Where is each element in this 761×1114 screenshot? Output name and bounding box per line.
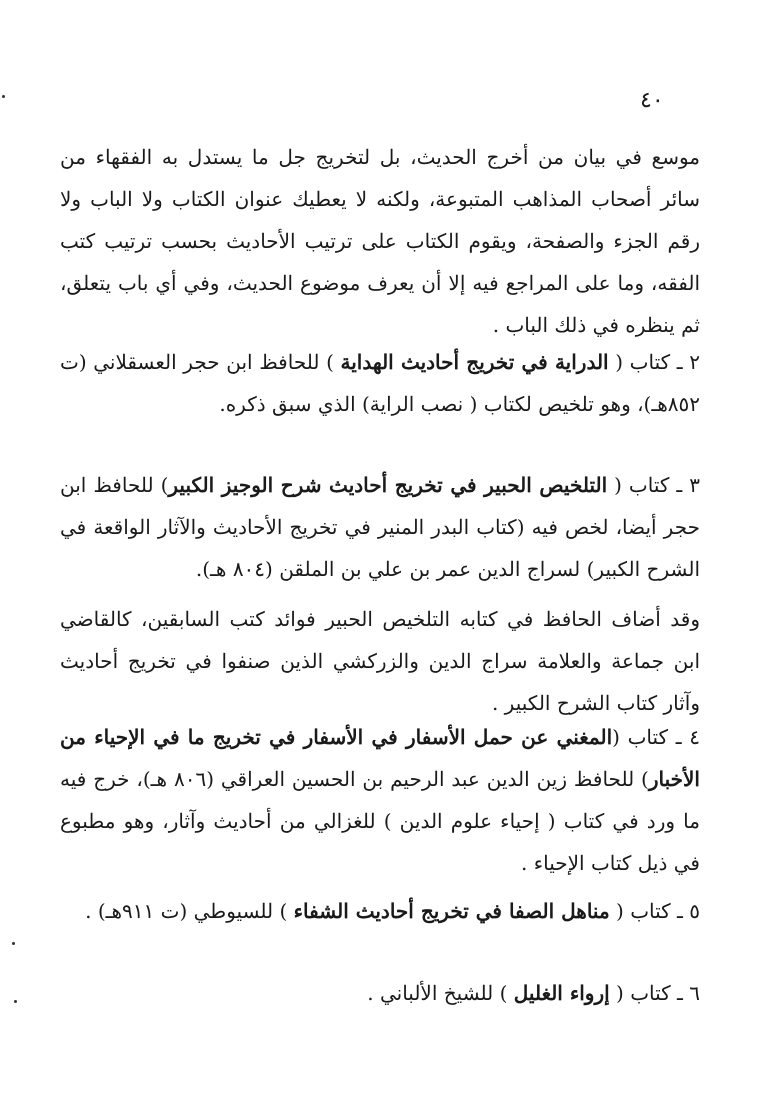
scan-mark: [2, 95, 5, 98]
book-title: التلخيص الحبير في تخريج أحاديث شرح الوجيز الكبير: [168, 473, 608, 497]
paragraph-2: [60, 341, 700, 425]
book-title: الدراية في تخريج أحاديث الهداية: [340, 350, 609, 374]
book-title: المغني عن حمل الأسفار في الأسفار في تخريج ما في الإحياء من الأخبار: [60, 725, 700, 791]
paragraph-text: ) للسيوطي (ت ٩١١هـ) .: [85, 899, 294, 923]
scan-mark: [14, 1000, 17, 1003]
list-prefix: ٢ ـ كتاب (: [608, 350, 700, 374]
page-number: ٤٠: [640, 88, 664, 113]
paragraph-text: ) للحافظ ابن حجر العسقلاني (ت ٨٥٢هـ)، وهو تلخيص لكتاب ( نصب الراية) الذي سبق ذكره.: [60, 350, 700, 416]
paragraph-text: ) للحافظ ابن حجر أيضا، لخص فيه (كتاب البدر المنير في تخريج الأحاديث والآثار الواقعة في الشرح الكبير) لسراج الدين عمر بن علي بن الملقن (٨٠٤ هـ).: [60, 473, 700, 581]
paragraph-1: موسع في بيان من أخرج الحديث، بل لتخريج جل ما يستدل به الفقهاء من سائر أصحاب المذاهب المتبوعة، ولكنه لا يعطيك عنوان الكتاب ولا الباب ولا رقم الجزء والصفحة، ويقوم الكتاب على ترتيب الأحاديث بحسب ترتيب كتب الفقه، وما على المراجع فيه إلا أن يعرف موضوع الحديث، وفي أي باب يتعلق، ثم ينظره في ذلك الباب .: [60, 145, 700, 337]
list-prefix: ٣ ـ كتاب (: [607, 473, 700, 497]
paragraph-7: [60, 972, 700, 1014]
paragraph-5: [60, 716, 700, 884]
paragraph-text: ) للشيخ الألباني .: [367, 981, 514, 1005]
book-title: مناهل الصفا في تخريج أحاديث الشفاء: [293, 899, 610, 923]
list-prefix: ٥ ـ كتاب (: [609, 899, 700, 923]
paragraph-3: [60, 464, 700, 590]
scan-mark: [12, 942, 15, 945]
paragraph-6: [60, 890, 700, 932]
list-prefix: ٤ ـ كتاب (: [612, 725, 700, 749]
book-title: إرواء الغليل: [513, 981, 610, 1005]
paragraph-text: ) للحافظ زين الدين عبد الرحيم بن الحسين العراقي (٨٠٦ هـ)، خرج فيه ما ورد في كتاب ( إحياء علوم الدين ) للغزالي من أحاديث وآثار، وهو مطبوع في ذيل كتاب الإحياء .: [60, 767, 700, 875]
paragraph-4: وقد أضاف الحافظ في كتابه التلخيص الحبير فوائد كتب السابقين، كالقاضي ابن جماعة والعلامة سراج الدين والزركشي الذين صنفوا في تخريج أحاديث وآثار كتاب الشرح الكبير .: [60, 607, 700, 715]
list-prefix: ٦ ـ كتاب (: [609, 981, 700, 1005]
